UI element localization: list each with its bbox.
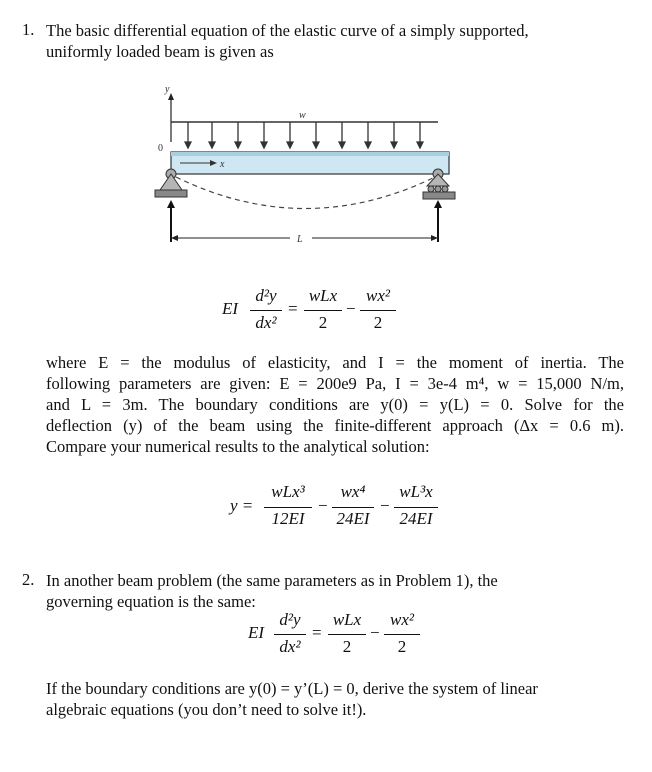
solution-term1-num: wLx³ xyxy=(271,482,305,501)
beam-figure xyxy=(140,80,460,255)
eq2-dx2: dx² xyxy=(279,637,301,656)
eq2-term2-num: wx² xyxy=(390,610,414,629)
body-line-4: deflection (y) of the beam using the finite-different approach (Δx = 0.6 m). xyxy=(46,416,624,435)
y-axis-label: y xyxy=(165,84,170,95)
body-line-1: where E = the modulus of elasticity, and I = the moment of inertia. The xyxy=(46,353,624,372)
body-line-5: Compare your numerical results to the analytical solution: xyxy=(46,437,430,456)
eq2-ei: EI xyxy=(248,623,265,642)
solution-lhs: y = xyxy=(230,496,254,515)
solution-minus-2: − xyxy=(380,496,390,515)
eq1-term1-den: 2 xyxy=(318,313,328,332)
equation-1 xyxy=(222,286,422,336)
problem-2-line-1: In another beam problem (the same parameters as in Problem 1), the xyxy=(46,571,498,590)
eq1-dx2: dx² xyxy=(255,313,277,332)
eq2-term1-den: 2 xyxy=(342,637,352,656)
length-label: L xyxy=(297,234,303,245)
eq1-term1-num: wLx xyxy=(308,286,338,305)
closing-line-1: If the boundary conditions are y(0) = y’(L) = 0, derive the system of linear xyxy=(46,679,538,698)
deflection-curve xyxy=(176,177,435,209)
eq2-term1-num: wLx xyxy=(332,610,362,629)
eq1-term2-num: wx² xyxy=(366,286,390,305)
eq2-term2-den: 2 xyxy=(397,637,407,656)
analytical-solution xyxy=(230,482,450,532)
beam-diagram xyxy=(140,80,460,255)
load-label: w xyxy=(299,110,306,121)
solution-term2-num: wx⁴ xyxy=(340,482,366,501)
eq1-minus: − xyxy=(346,299,356,318)
eq2-minus: − xyxy=(370,623,380,642)
solution-term3-num: wL³x xyxy=(399,482,433,501)
solution-term2-den: 24EI xyxy=(336,509,370,528)
eq2-d2y: d²y xyxy=(279,610,301,629)
solution-term3-den: 24EI xyxy=(399,509,433,528)
problem-1-intro-line-1: The basic differential equation of the elastic curve of a simply supported, xyxy=(46,21,529,40)
eq1-ei: EI xyxy=(222,299,239,318)
solution-minus-1: − xyxy=(318,496,328,515)
eq2-equals: = xyxy=(312,623,322,642)
body-line-3: and L = 3m. The boundary conditions are y(0) = y(L) = 0. Solve for the xyxy=(46,395,624,414)
problem-1-intro-line-2: uniformly loaded beam is given as xyxy=(46,42,274,61)
load-arrows xyxy=(185,122,423,148)
equation-2 xyxy=(248,610,448,660)
x-axis-label: x xyxy=(220,159,225,170)
solution-term1-den: 12EI xyxy=(271,509,305,528)
body-line-2: following parameters are given: E = 200e9 Pa, I = 3e-4 m⁴, w = 15,000 N/m, xyxy=(46,374,624,393)
eq1-d2y: d²y xyxy=(255,286,277,305)
closing-line-2: algebraic equations (you don’t need to solve it!). xyxy=(46,700,367,719)
problem-2-number: 2. xyxy=(22,570,35,589)
problem-1-number: 1. xyxy=(22,20,35,39)
problem-2-line-2: governing equation is the same: xyxy=(46,592,256,611)
eq1-term2-den: 2 xyxy=(373,313,383,332)
origin-label: 0 xyxy=(158,143,163,154)
beam-top-edge xyxy=(171,152,449,156)
eq1-equals: = xyxy=(288,299,298,318)
